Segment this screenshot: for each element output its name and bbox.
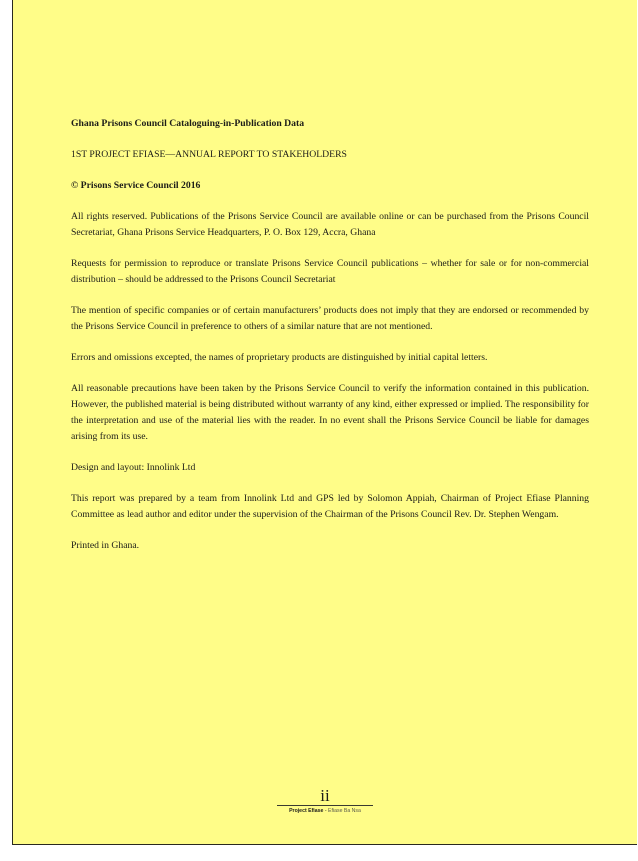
page-number: ii xyxy=(320,786,330,805)
rights-paragraph: All rights reserved. Publications of the Prisons Service Council are available online or can be purchased from the Prisons Council Secretariat, Ghana Prisons Service Headquarters, P. O. Box 129, Accra, Ghana xyxy=(71,211,589,238)
footer-tagline: Efiase Ba Nsa xyxy=(328,808,361,814)
proprietary-names-paragraph: Errors and omissions excepted, the names of proprietary products are distinguished by initial capital letters. xyxy=(71,352,488,363)
preparation-credit-paragraph: This report was prepared by a team from Innolink Ltd and GPS led by Solomon Appiah, Chairman of Project Efiase Planning Committee as lead author and editor under the supervision of the Chairman of the Prisons Council Rev. Dr. Stephen Wengam. xyxy=(71,493,589,520)
footer-separator: - xyxy=(323,808,329,814)
permissions-paragraph: Requests for permission to reproduce or translate Prisons Service Council publications – whether for sale or for non-commercial distribution – should be addressed to the Prisons Council Secretariat xyxy=(71,258,589,285)
design-credit-line: Design and layout: Innolink Ltd xyxy=(71,462,196,473)
page-footer xyxy=(277,786,373,815)
liability-disclaimer-paragraph: All reasonable precautions have been taken by the Prisons Service Council to verify the information contained in this publication. However, the published material is being distributed without warranty of any kind, either expressed or implied. The responsibility for the interpretation and use of the material lies with the reader. In no event shall the Prisons Service Council be liable for damages arising from its use. xyxy=(71,383,589,442)
footer-project-name: Project Efiase xyxy=(289,808,324,814)
document-page xyxy=(12,0,637,845)
copyright-line: © Prisons Service Council 2016 xyxy=(71,180,201,191)
document-body xyxy=(71,116,589,569)
printed-in-line: Printed in Ghana. xyxy=(71,540,140,551)
footer-divider xyxy=(277,805,373,806)
footer-caption xyxy=(277,808,373,815)
project-title-line: 1ST PROJECT EFIASE—ANNUAL REPORT TO STAKEHOLDERS xyxy=(71,149,347,160)
endorsement-disclaimer-paragraph: The mention of specific companies or of certain manufacturers’ products does not imply that they are endorsed or recommended by the Prisons Service Council in preference to others of a similar nature that are not mentioned. xyxy=(71,305,589,332)
cataloguing-heading: Ghana Prisons Council Cataloguing-in-Publication Data xyxy=(71,118,305,129)
